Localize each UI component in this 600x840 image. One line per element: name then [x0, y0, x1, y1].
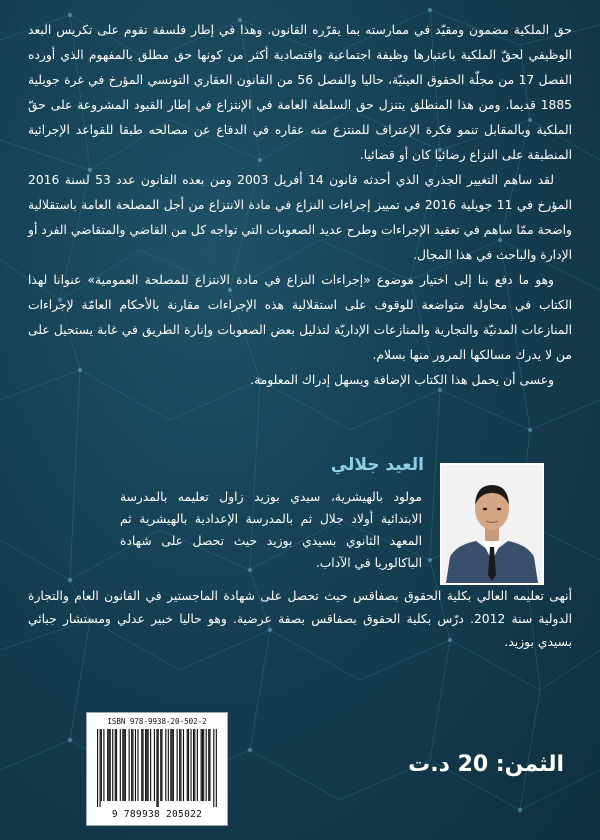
barcode-bar: [188, 729, 189, 801]
synopsis-paragraph: لقد ساهم التغيير الجذري الذي أحدثه قانون 14 أفريل 2003 ومن بعده القانون عدد 53 لسنة 2016 المؤرخ في 11 جويلية 2016 في تمييز إجراءات النزاع في مادة الانتزاع من أجل المصلحة العامة باستقلالية واضحة ممّا ساهم في تعقيد الإجراءات وطرح عديد الصعوبات التي تواجه كل من القاضي والمتقاضي الفرد أو الإدارة والباحث في هذا المجال.: [28, 173, 572, 262]
barcode-bar: [203, 729, 204, 801]
barcode-bar: [150, 729, 151, 801]
isbn-digits: 9 789938 205022: [111, 809, 203, 820]
barcode-bar: [165, 729, 166, 801]
barcode-bar: [180, 729, 181, 801]
barcode-bar: [120, 729, 121, 801]
barcode-bar: [154, 729, 155, 801]
barcode-bar: [125, 729, 126, 801]
author-photo: [440, 463, 544, 585]
barcode-bar: [132, 729, 133, 801]
barcode-bar: [209, 729, 210, 801]
barcode-bar: [213, 729, 214, 807]
barcode-bar: [158, 729, 159, 807]
author-bio: [120, 486, 422, 574]
barcode-bar: [112, 729, 113, 801]
barcode-bar: [156, 729, 157, 807]
barcode-bar: [183, 729, 184, 801]
barcode-bar: [197, 729, 198, 801]
barcode-bar: [216, 729, 217, 807]
barcode-bar: [202, 729, 203, 801]
barcode-bar: [170, 729, 171, 801]
barcode-bar: [208, 729, 209, 801]
barcode-bar: [148, 729, 149, 801]
barcode-bar: [146, 729, 147, 801]
barcode-bar: [103, 729, 104, 801]
barcode-bar: [179, 729, 180, 801]
barcode-bar: [97, 729, 98, 807]
barcode-bar: [177, 729, 178, 801]
barcode-bar: [108, 729, 109, 801]
barcode-bar: [206, 729, 207, 801]
barcode-bar: [161, 729, 162, 801]
synopsis-paragraph: وعسى أن يحمل هذا الكتاب الإضافة ويسهل إدراك المعلومة.: [250, 373, 554, 387]
price-label: الثمن: 20 د.ت: [408, 752, 564, 777]
isbn-barcode: [86, 712, 228, 826]
barcode-bar: [107, 729, 108, 801]
author-bio-paragraph: مولود بالهيشرية، سيدي بوزيد زاول تعليمه بالمدرسة الابتدائية أولاد جلال ثم بالمدرسة الإعدادية بالهيشرية ثم المعهد الثانوي بسيدي بوزيد حيث تحصل على شهادة الباكالوريا في الآداب.: [120, 490, 422, 570]
barcode-bars: [97, 729, 217, 807]
isbn-label: ISBN 978-9938-20-502-2: [107, 717, 207, 726]
barcode-bar: [190, 729, 191, 801]
barcode-bar: [100, 729, 101, 807]
synopsis-paragraph: حق الملكية مضمون ومقيّد في ممارسته بما يقرّره القانون. وهذا في إطار فلسفة تقوم على تكريس البعد الوظيفي لحقّ الملكية باعتبارها وظيفة اجتماعية واقتصادية أكثر من كونها حق مطلق بالمفهوم الذي أورده الفصل 17 من مجلّة الحقوق العينيّة، حاليا والفصل 56 من القانون العقاري التونسي المؤرخ في غرة جويلية 1885 قديما. ومن هذا المنطلق يتنزل حق السلطة العامة في الإنتزاع في إطار القيود المشروعة على حقّ الملكية وبالمقابل تنمو فكرة الإعتراف للمنتزع منه عقاره في الدفاع عن مصالحه طبقا للقواعد الإجرائية المنطبقة على النزاع رضائيا كان أو قضائيا.: [28, 23, 572, 162]
barcode-bar: [173, 729, 174, 801]
barcode-bar: [135, 729, 136, 801]
barcode-bar: [110, 729, 111, 801]
barcode-bar: [160, 729, 161, 801]
barcode-bar: [124, 729, 125, 801]
synopsis-paragraph: وهو ما دفع بنا إلى اختيار موضوع «إجراءات النزاع في مادة الانتزاع للمصلحة العمومية» عنوانا لهذا الكتاب في محاولة متواضعة للوقوف على استقلالية هذه الإجراءات مقارنة بالأحكام العامّة لإجراءات المنازعات المدنيّة والتجارية والمنازعات الإداريّة لتذليل بعض الصعوبات وإنارة الطريق في غابة يستحيل على من لا يدرك مسالكها المرور منها بسلام.: [28, 273, 572, 362]
barcode-bar: [201, 729, 202, 801]
barcode-bar: [193, 729, 194, 801]
barcode-bar: [122, 729, 123, 801]
barcode-bar: [137, 729, 138, 801]
synopsis-text: [28, 18, 572, 393]
author-name: العيد جلالي: [330, 455, 424, 475]
barcode-bar: [142, 729, 143, 801]
barcode-bar: [168, 729, 169, 801]
author-career-paragraph: أنهى تعليمه العالي بكلية الحقوق بصفاقس حيث تحصل على شهادة الماجستير في القانون العام والتجارة الدولية سنة 2012. درّس بكلية الحقوق بصفاقس بصفة عرضية. وهو حاليا خبير عدلي ومستشار جبائي بسيدي بوزيد.: [28, 589, 573, 649]
barcode-bar: [101, 729, 102, 801]
barcode-bar: [131, 729, 132, 801]
barcode-bar: [141, 729, 142, 801]
barcode-bar: [129, 729, 130, 801]
barcode-bar: [115, 729, 116, 801]
barcode-bar: [172, 729, 173, 801]
barcode-bar: [145, 729, 146, 801]
barcode-bar: [187, 729, 188, 801]
author-career: [28, 585, 572, 654]
barcode-bar: [194, 729, 195, 801]
barcode-bar: [116, 729, 117, 801]
